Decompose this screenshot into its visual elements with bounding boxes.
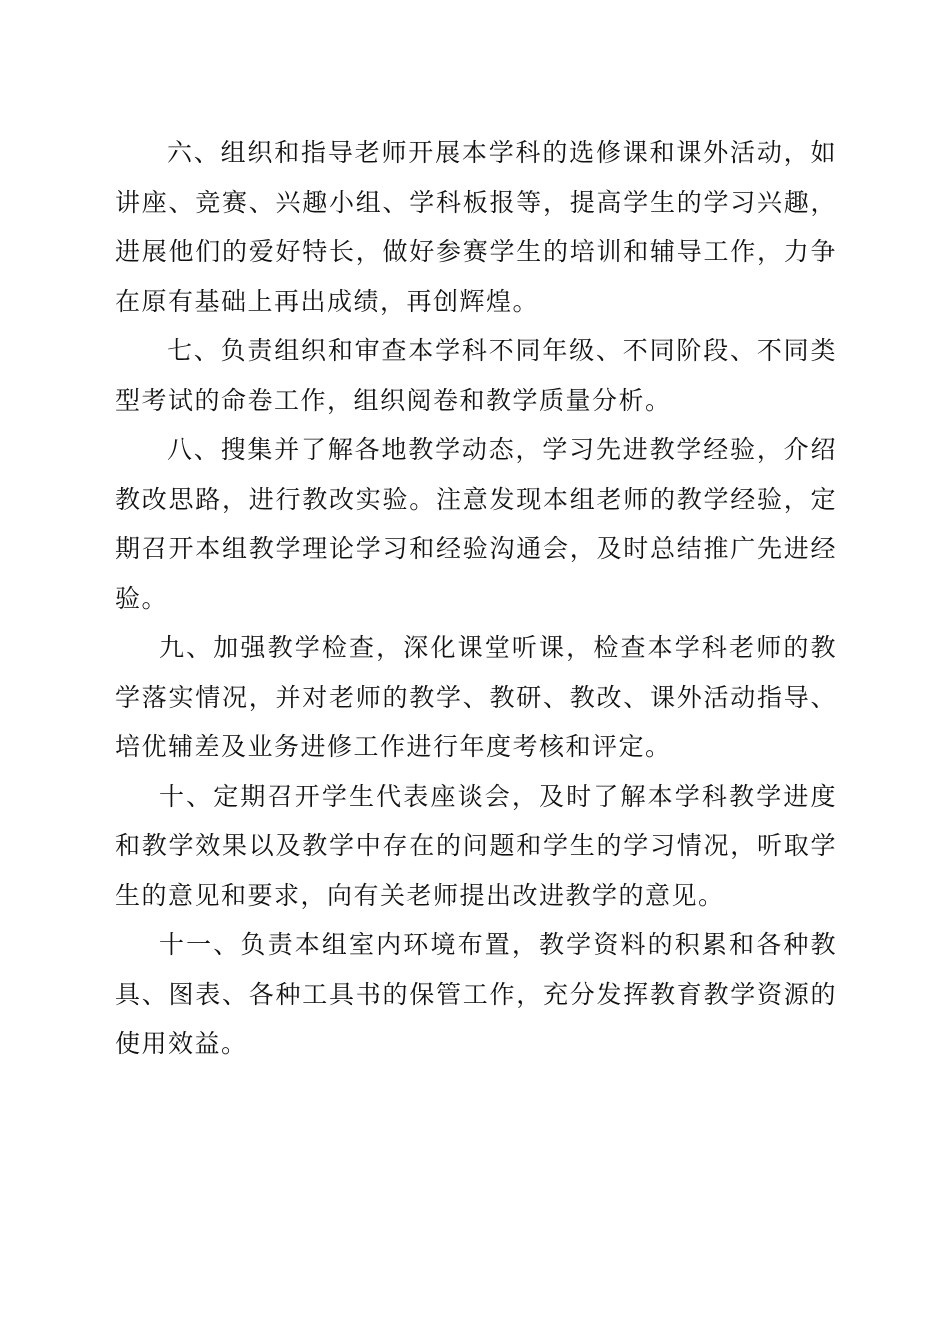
- paragraph-item-11: 十一、负责本组室内环境布置，教学资料的积累和各种教具、图表、各种工具书的保管工作，充分发挥教育教学资源的使用效益。: [115, 930, 837, 1058]
- paragraph-item-6: 六、组织和指导老师开展本学科的选修课和课外活动，如讲座、竞赛、兴趣小组、学科板报等，提高学生的学习兴趣，进展他们的爱好特长，做好参赛学生的培训和辅导工作，力争在原有基础上再出成绩，再创辉煌。: [115, 138, 837, 316]
- paragraph-item-10: 十、定期召开学生代表座谈会，及时了解本学科教学进度和教学效果以及教学中存在的问题和学生的学习情况，听取学生的意见和要求，向有关老师提出改进教学的意见。: [115, 781, 837, 910]
- paragraph-item-8: 八、搜集并了解各地教学动态，学习先进教学经验，介绍教改思路，进行教改实验。注意发现本组老师的教学经验，定期召开本组教学理论学习和经验沟通会，及时总结推广先进经验。: [115, 435, 837, 613]
- document-body: [115, 128, 837, 1069]
- paragraph-item-9: 九、加强教学检查，深化课堂听课，检查本学科老师的教学落实情况，并对老师的教学、教研、教改、课外活动指导、培优辅差及业务进修工作进行年度考核和评定。: [115, 633, 837, 761]
- paragraph-item-7: 七、负责组织和审查本学科不同年级、不同阶段、不同类型考试的命卷工作，组织阅卷和教学质量分析。: [115, 336, 837, 415]
